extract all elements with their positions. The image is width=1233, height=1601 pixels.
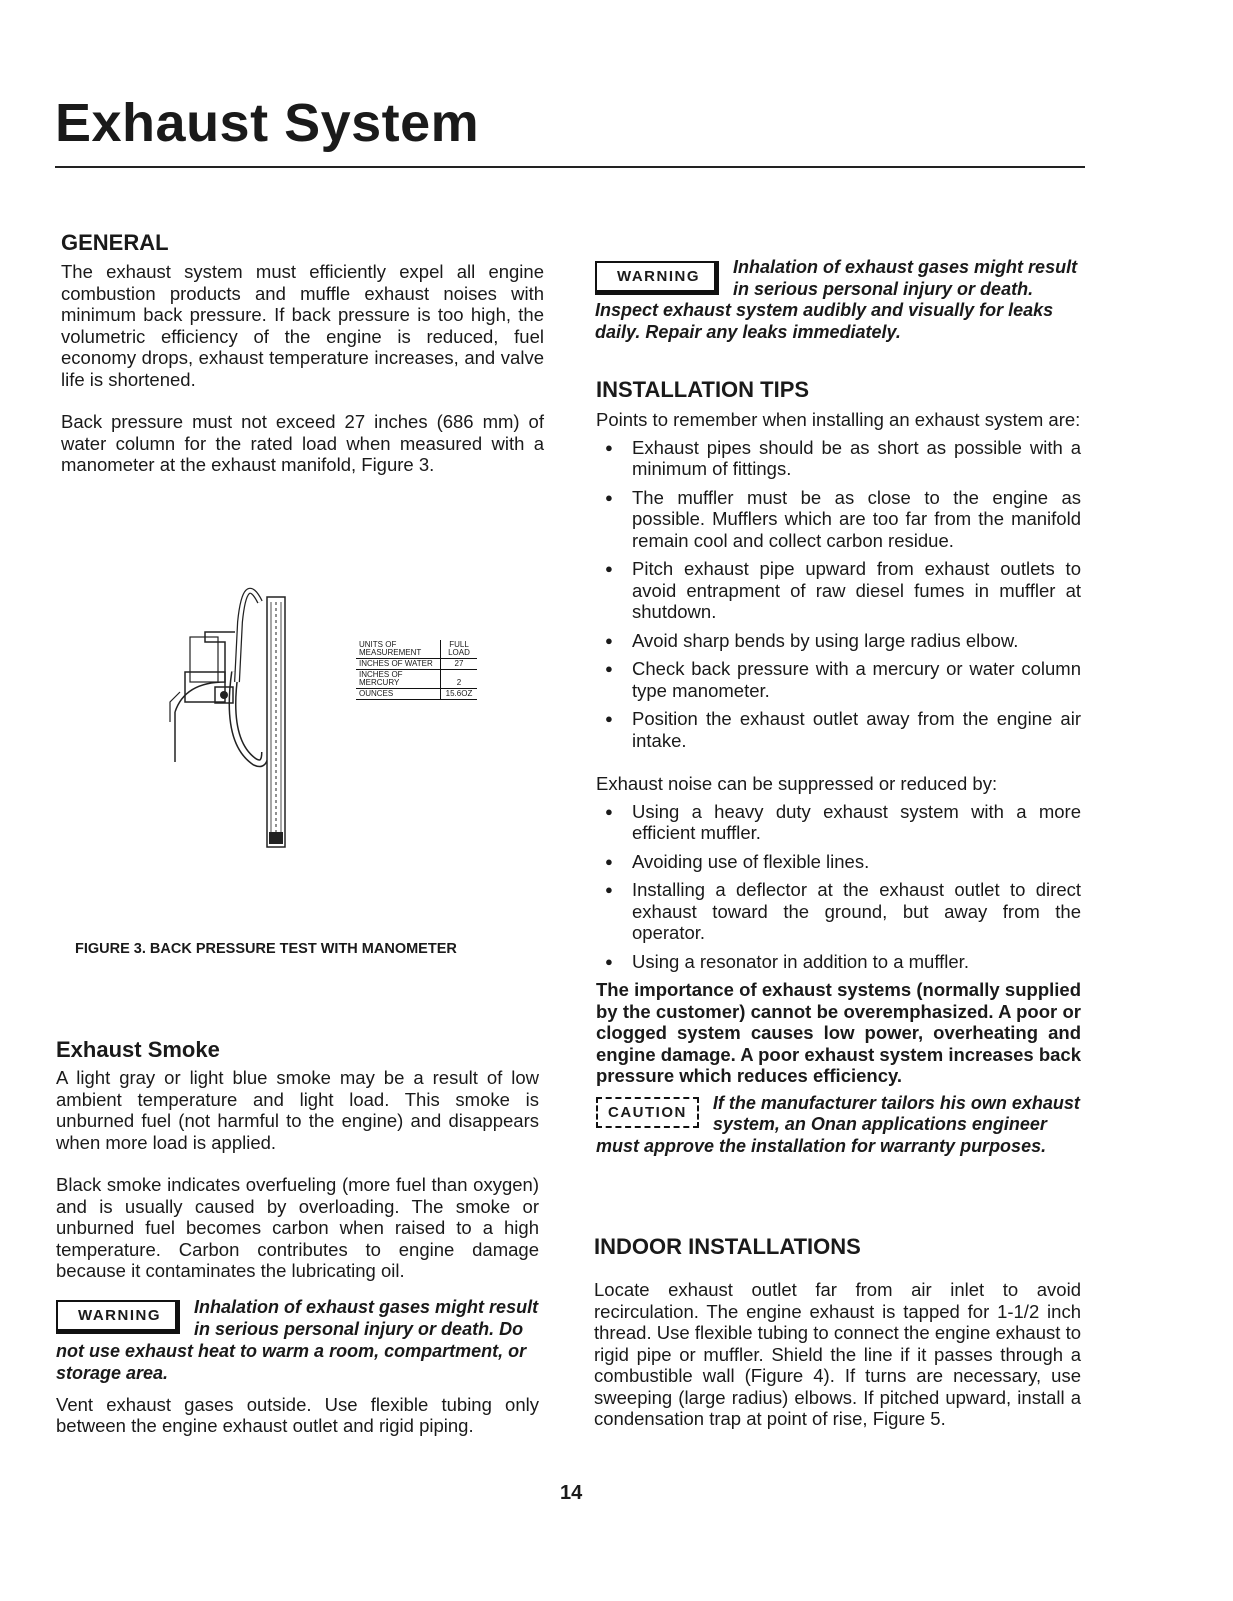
caution-text: If the manufacturer tailors his own exhaust system, an Onan applications engineer must approve the installation for warranty purposes. — [596, 1092, 1080, 1156]
table-row — [356, 670, 477, 689]
warning-notice-inspect — [595, 257, 1080, 343]
figure-3-caption: FIGURE 3. BACK PRESSURE TEST WITH MANOMETER — [75, 941, 457, 957]
importance-paragraph: The importance of exhaust systems (normally supplied by the customer) cannot be overemphasized. A poor or clogged system causes low power, overheating and engine damage. A poor exhaust system increases back pressure which reduces efficiency. — [596, 979, 1081, 1086]
indoor-installations-heading: INDOOR INSTALLATIONS — [594, 1234, 861, 1259]
table-cell-value: 15.6OZ — [441, 689, 478, 700]
warning-text: Inhalation of exhaust gases might result in serious personal injury or death. Inspect exhaust system audibly and visually for leaks daily. Repair any leaks immediately. — [595, 257, 1078, 342]
exhaust-smoke-section — [56, 1037, 539, 1437]
list-item: ● Position the exhaust outlet away from the engine air intake. — [596, 708, 1081, 751]
installation-tips-list — [596, 437, 1081, 752]
list-item: ● Avoiding use of flexible lines. — [596, 851, 1081, 873]
list-item: ● The muffler must be as close to the engine as possible. Mufflers which are too far from the manifold remain cool and collect carbon residue. — [596, 487, 1081, 552]
warning-text: Inhalation of exhaust gases might result in serious personal injury or death. Do not use exhaust heat to warm a room, compartment, or storage area. — [56, 1296, 539, 1383]
exhaust-smoke-paragraph-2: Black smoke indicates overfueling (more fuel than oxygen) and is usually caused by overloading. The smoke or unburned fuel becomes carbon when raised to a high temperature. Carbon contributes to engine damage because it contaminates the lubricating oil. — [56, 1174, 539, 1281]
exhaust-smoke-heading: Exhaust Smoke — [56, 1037, 220, 1062]
installation-tips-heading: INSTALLATION TIPS — [596, 377, 810, 402]
page-number: 14 — [560, 1482, 583, 1504]
table-cell-unit: INCHES OF MERCURY — [356, 670, 441, 689]
title-divider — [55, 166, 1085, 168]
page-title: Exhaust System — [55, 93, 480, 153]
list-item: ● Using a heavy duty exhaust system with a more efficient muffler. — [596, 801, 1081, 844]
table-cell-value: 2 — [441, 670, 478, 689]
table-header-units: UNITS OF MEASUREMENT — [356, 640, 441, 659]
general-paragraph-2: Back pressure must not exceed 27 inches (686 mm) of water column for the rated load when measured with a manometer at the exhaust manifold, Figure 3. — [61, 411, 544, 475]
warning-notice-smoke — [56, 1296, 539, 1384]
warning-label: WARNING — [56, 1300, 180, 1334]
figure-3-table — [356, 640, 477, 700]
manometer-drawing — [165, 562, 305, 862]
table-row — [356, 659, 477, 670]
general-section — [61, 230, 544, 476]
indoor-installations-paragraph: Locate exhaust outlet far from air inlet to avoid recirculation. The engine exhaust is tapped for 1-1/2 inch thread. Use flexible tubing to connect the engine exhaust to rigid pipe or muffler. Shield the line if it passes through a combustible wall (Figure 4). If turns are necessary, use sweeping (large radius) elbows. If pitched upward, install a condensation trap at point of rise, Figure 5. — [594, 1279, 1081, 1429]
caution-notice — [596, 1093, 1081, 1158]
list-item: ● Pitch exhaust pipe upward from exhaust outlets to avoid entrapment of raw diesel fumes in muffler at shutdown. — [596, 558, 1081, 623]
exhaust-smoke-paragraph-1: A light gray or light blue smoke may be a result of low ambient temperature and light load. This smoke is unburned fuel (not harmful to the engine) and disappears when more load is applied. — [56, 1067, 539, 1153]
table-row — [356, 689, 477, 700]
indoor-installations-section — [594, 1234, 1081, 1430]
table-cell-value: 27 — [441, 659, 478, 670]
table-cell-unit: INCHES OF WATER — [356, 659, 441, 670]
noise-list — [596, 801, 1081, 973]
manometer-illustration — [165, 562, 305, 862]
general-paragraph-1: The exhaust system must efficiently expel all engine combustion products and muffle exhaust noises with minimum back pressure. If back pressure is too high, the volumetric efficiency of the engine is reduced, fuel economy drops, exhaust temperature increases, and valve life is shortened. — [61, 261, 544, 390]
general-heading: GENERAL — [61, 230, 169, 255]
exhaust-smoke-paragraph-3: Vent exhaust gases outside. Use flexible tubing only between the engine exhaust outlet and rigid piping. — [56, 1393, 539, 1436]
noise-intro: Exhaust noise can be suppressed or reduced by: — [596, 773, 998, 794]
table-header-full-load: FULL LOAD — [441, 640, 478, 659]
list-item: ● Installing a deflector at the exhaust outlet to direct exhaust toward the ground, but away from the operator. — [596, 879, 1081, 944]
installation-tips-section — [596, 377, 1081, 1157]
caution-label: CAUTION — [596, 1097, 699, 1129]
list-item: ● Exhaust pipes should be as short as possible with a minimum of fittings. — [596, 437, 1081, 480]
list-item: ● Check back pressure with a mercury or water column type manometer. — [596, 658, 1081, 701]
installation-tips-intro: Points to remember when installing an exhaust system are: — [596, 409, 1081, 430]
units-table — [356, 640, 477, 700]
table-cell-unit: OUNCES — [356, 689, 441, 700]
warning-label: WARNING — [595, 261, 719, 295]
list-item: ● Using a resonator in addition to a muffler. — [596, 951, 1081, 973]
table-header-row — [356, 640, 477, 659]
list-item: ● Avoid sharp bends by using large radius elbow. — [596, 630, 1081, 652]
